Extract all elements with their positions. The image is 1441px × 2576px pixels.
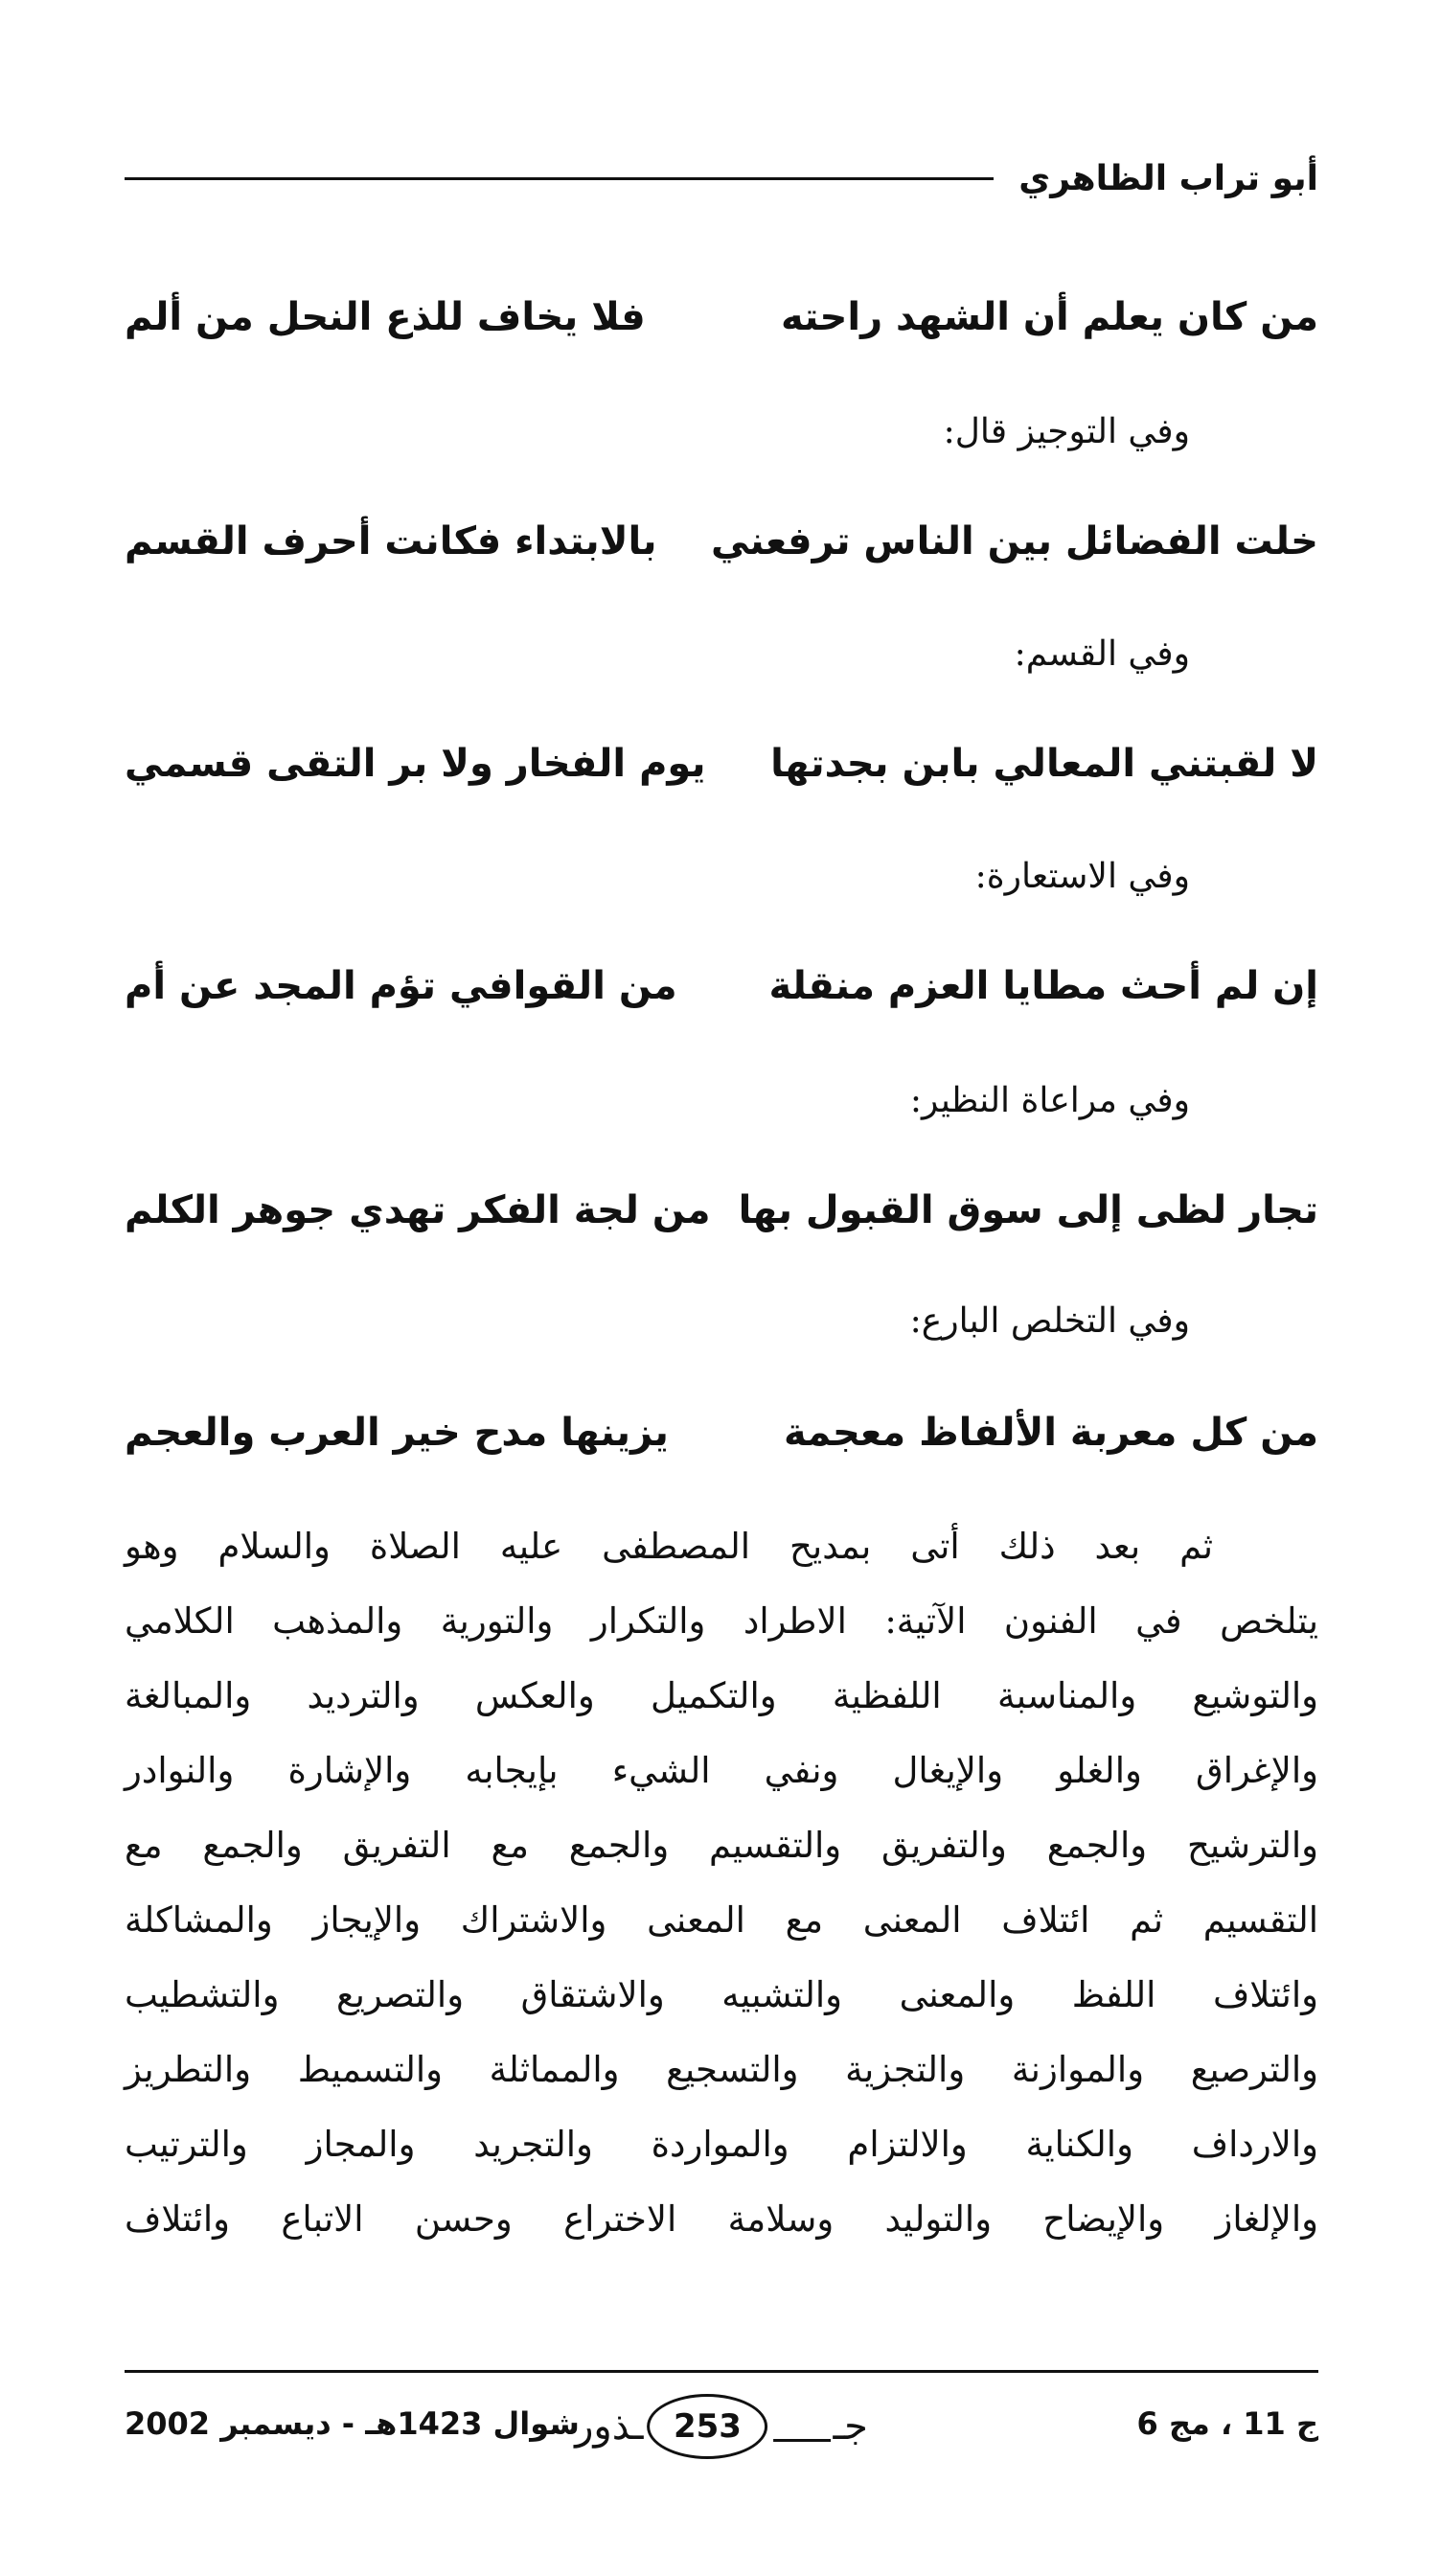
paragraph-line: والإلغاز والإيضاح والتوليد وسلامة الاختراع وحسن الاتباع وائتلاف xyxy=(125,2198,1318,2240)
paragraph-line: والإغراق والغلو والإيغال ونفي الشيء بإيجابه والإشارة والنوادر xyxy=(125,1750,1318,1791)
verse-first-hemistich: لا لقبتني المعالي بابن بجدتها xyxy=(770,742,1318,786)
header-rule xyxy=(125,177,994,180)
issue-date: شوال 1423هـ - ديسمبر 2002 xyxy=(125,2405,580,2442)
verse-line xyxy=(125,1399,1318,1466)
verse-intro: وفي القسم: xyxy=(1014,633,1190,674)
journal-name-connector xyxy=(773,2439,831,2442)
issue-info: ج 11 ، مج 6 xyxy=(1136,2405,1318,2442)
paragraph-line: والترصيع والموازنة والتجزية والتسجيع والمماثلة والتسميط والتطريز xyxy=(125,2049,1318,2090)
verse-first-hemistich: إن لم أحث مطايا العزم منقلة xyxy=(768,964,1318,1008)
page-footer xyxy=(125,2386,1318,2472)
page-number: 253 xyxy=(647,2394,767,2459)
verse-line xyxy=(125,284,1318,351)
verse-second-hemistich: يزينها مدح خير العرب والعجم xyxy=(125,1411,669,1455)
verse-line xyxy=(125,1177,1318,1244)
paragraph-line: والترشيح والجمع والتفريق والتقسيم والجمع مع التفريق والجمع مع xyxy=(125,1825,1318,1866)
paragraph-line: وائتلاف اللفظ والمعنى والتشبيه والاشتقاق والتصريع والتشطيب xyxy=(125,1974,1318,2015)
verse-intro: وفي التخلص البارع: xyxy=(909,1300,1190,1341)
verse-second-hemistich: من لجة الفكر تهدي جوهر الكلم xyxy=(125,1188,711,1232)
verse-intro: وفي الاستعارة: xyxy=(974,856,1190,896)
verse-intro: وفي مراعاة النظير: xyxy=(909,1080,1190,1120)
verse-line xyxy=(125,730,1318,797)
verse-first-hemistich: من كان يعلم أن الشهد راحته xyxy=(780,295,1318,339)
verse-second-hemistich: فلا يخاف للذع النحل من ألم xyxy=(125,295,646,339)
journal-name-end: ـذور xyxy=(575,2404,644,2449)
paragraph-line: والتوشيع والمناسبة اللفظية والتكميل والعكس والترديد والمبالغة xyxy=(125,1675,1318,1716)
verse-first-hemistich: من كل معربة الألفاظ معجمة xyxy=(783,1411,1318,1455)
paragraph-line: والارداف والكناية والالتزام والمواردة والتجريد والمجاز والترتيب xyxy=(125,2124,1318,2165)
verse-first-hemistich: تجار لظى إلى سوق القبول بها xyxy=(738,1188,1318,1232)
verse-intro: وفي التوجيز قال: xyxy=(943,411,1190,451)
verse-first-hemistich: خلت الفضائل بين الناس ترفعني xyxy=(711,519,1318,564)
paragraph-line: التقسيم ثم ائتلاف المعنى مع المعنى والاشتراك والإيجاز والمشاكلة xyxy=(125,1899,1318,1941)
journal-name-start: جـ xyxy=(833,2404,868,2449)
verse-second-hemistich: يوم الفخار ولا بر التقى قسمي xyxy=(125,742,706,786)
paragraph-line: ثم بعد ذلك أتى بمديح المصطفى عليه الصلاة والسلام وهو xyxy=(125,1526,1213,1567)
verse-line xyxy=(125,508,1318,575)
verse-second-hemistich: بالابتداء فكانت أحرف القسم xyxy=(125,519,657,564)
verse-line xyxy=(125,953,1318,1020)
verse-second-hemistich: من القوافي تؤم المجد عن أم xyxy=(125,964,677,1008)
running-header xyxy=(125,159,1318,198)
journal-mark xyxy=(575,2394,868,2459)
body-paragraph xyxy=(125,1509,1318,2257)
header-author: أبو تراب الظاهري xyxy=(1018,159,1318,198)
paragraph-line: يتلخص في الفنون الآتية: الاطراد والتكرار والتورية والمذهب الكلامي xyxy=(125,1600,1318,1642)
footer-rule xyxy=(125,2370,1318,2373)
